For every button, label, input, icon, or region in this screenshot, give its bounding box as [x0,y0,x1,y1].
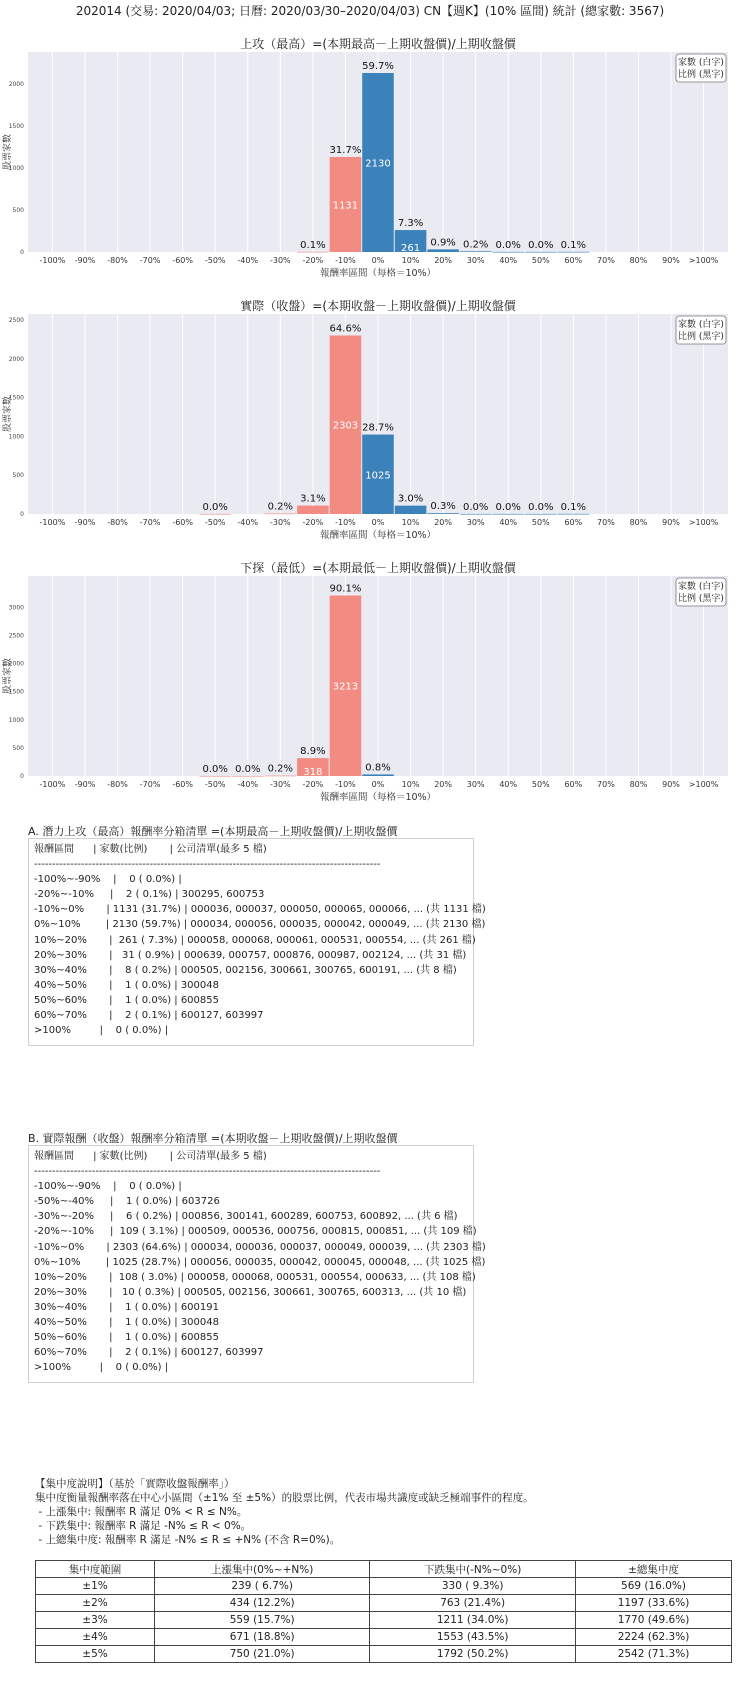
x-tick-label: -60% [172,518,193,527]
legend [676,578,726,606]
table-cell: ±4% [36,1629,155,1646]
x-tick-label: -90% [74,780,96,789]
bar-pct-label: 0.0% [528,501,554,513]
y-tick-label: 1500 [8,688,24,696]
x-tick-label: 80% [629,256,648,265]
x-tick-label: -20% [302,518,324,527]
bar-pct-label: 0.0% [528,239,554,251]
bar-pct-label: 0.2% [462,239,489,251]
bar [199,776,231,777]
bar-pct-label: 28.7% [362,422,394,434]
y-tick-label: 3000 [8,604,24,612]
y-tick-label: 500 [12,744,24,752]
legend-entry-ratio: 比例 (黑字) [678,594,724,604]
y-tick-label: 0 [20,511,24,518]
notes-heading: 【集中度說明】（基於「實際收盤報酬率」） [35,1478,235,1490]
list-line: -30%~-20% | 6 ( 0.2%) | 000856, 300141, 600289, 600753, 600892, ... (共 6 檔) [34,1211,458,1223]
x-tick-label: -10% [335,780,356,789]
chart-low [0,560,740,818]
x-tick-label: -20% [302,256,324,265]
chart-svg [0,36,740,294]
chart-high [0,36,740,294]
bar [558,514,590,515]
x-tick-label: 80% [629,780,648,789]
x-tick-label: 0% [371,256,385,265]
x-tick-label: 50% [531,518,550,527]
list-divider: ------------------------------------------------------------------------------------------------ [34,859,381,871]
x-tick-label: 60% [564,518,583,527]
x-tick-label: 30% [466,518,485,527]
bar [525,514,557,515]
bar-pct-label: 0.0% [235,763,261,775]
section-b-list [28,1145,486,1383]
x-axis-label: 報酬率區間（每格＝10%） [319,792,437,803]
table-row [36,1612,732,1629]
y-tick-label: 2500 [8,317,24,325]
x-tick-label: -70% [139,518,161,527]
legend [676,316,726,344]
bar-pct-label: 0.3% [430,501,456,513]
y-axis-label: 股票家數 [3,657,13,695]
x-tick-label: 0% [371,780,385,789]
x-tick-label: 90% [662,518,680,527]
x-tick-label: -10% [335,256,356,265]
bar [492,252,524,253]
chart-title: 下探（最低）=(本期最低－上期收盤價)/上期收盤價 [240,561,516,575]
x-tick-label: -70% [139,256,161,265]
section-a-list [28,838,486,1046]
list-line: -100%~-90% | 0 ( 0.0%) | [34,874,182,886]
x-tick-label: >100% [688,256,719,265]
legend-entry-count: 家數 (白字) [678,320,724,330]
x-tick-label: -40% [237,256,259,265]
table-cell: 750 (21.0%) [155,1646,370,1663]
table-cell: ±5% [36,1646,155,1663]
column-header: ±總集中度 [575,1561,731,1578]
x-tick-label: -10% [335,518,356,527]
x-tick-label: -80% [107,780,128,789]
list-line: 20%~30% | 31 ( 0.9%) | 000639, 000757, 000876, 000987, 002124, ... (共 31 檔) [34,949,467,961]
list-line: -100%~-90% | 0 ( 0.0%) | [34,1181,182,1193]
list-line: 30%~40% | 8 ( 0.2%) | 000505, 002156, 300661, 300765, 600191, ... (共 8 檔) [34,964,457,976]
x-tick-label: 60% [564,256,583,265]
x-tick-label: 70% [597,256,615,265]
table-cell: 1792 (50.2%) [370,1646,576,1663]
x-tick-label: -80% [107,256,128,265]
bar-pct-label: 0.8% [365,762,391,774]
chart-title: 實際（收盤）=(本期收盤－上期收盤價)/上期收盤價 [240,299,516,313]
bar-pct-label: 0.1% [560,501,587,513]
list-line: 10%~20% | 108 ( 3.0%) | 000058, 000068, 000531, 000554, 000633, ... (共 108 檔) [34,1271,476,1283]
bar-pct-label: 0.0% [202,501,228,513]
bar-pct-label: 0.0% [495,501,521,513]
table-row [36,1578,732,1595]
bar-pct-label: 0.2% [267,763,294,775]
x-tick-label: -90% [74,518,96,527]
x-tick-label: 30% [466,256,485,265]
bar [297,252,329,253]
y-tick-label: 2000 [8,80,24,88]
x-tick-label: 80% [629,518,648,527]
y-tick-label: 1000 [8,164,24,172]
list-line: 20%~30% | 10 ( 0.3%) | 000505, 002156, 300661, 300765, 600313, ... (共 10 檔) [34,1286,467,1298]
bar-pct-label: 31.7% [329,144,362,156]
x-tick-label: 50% [531,256,550,265]
chart-title: 上攻（最高）=(本期最高－上期收盤價)/上期收盤價 [240,37,516,51]
x-tick-label: 70% [597,780,615,789]
list-line: 50%~60% | 1 ( 0.0%) | 600855 [34,994,219,1006]
table-cell: ±2% [36,1595,155,1612]
y-tick-label: 500 [12,206,24,214]
table-cell: ±1% [36,1578,155,1595]
y-tick-label: 500 [12,472,24,480]
list-line: -10%~0% | 1131 (31.7%) | 000036, 000037, 000050, 000065, 000066, ... (共 1131 檔) [34,904,486,916]
bar-pct-label: 0.1% [560,239,587,251]
x-tick-label: -30% [269,256,291,265]
bar-count-label: 2130 [365,158,391,170]
x-tick-label: -100% [39,780,66,789]
x-tick-label: >100% [688,780,719,789]
bar-pct-label: 8.9% [300,746,326,758]
list-divider: ------------------------------------------------------------------------------------------------ [34,1166,381,1178]
list-line: 50%~60% | 1 ( 0.0%) | 600855 [34,1332,219,1344]
list-line: >100% | 0 ( 0.0%) | [34,1025,169,1037]
list-line: 報酬區間 | 家數(比例) | 公司清單(最多 5 檔) [34,844,267,855]
x-tick-label: -20% [302,780,324,789]
legend-entry-count: 家數 (白字) [678,58,724,68]
legend-entry-ratio: 比例 (黑字) [678,332,724,342]
bar [199,514,231,515]
bar-pct-label: 0.2% [267,501,294,513]
bar [362,774,394,776]
list-line: -20%~-10% | 109 ( 3.1%) | 000509, 000536, 000756, 000815, 000851, ... (共 109 檔) [34,1226,477,1238]
list-line: 0%~10% | 1025 (28.7%) | 000056, 000035, 000042, 000045, 000048, ... (共 1025 檔) [34,1256,486,1268]
notes-line: 集中度衡量報酬率落在中心小區間（±1% 至 ±5%）的股票比例，代表市場共識度或缺乏極端事件的程度。 [35,1492,534,1504]
bar-count-label: 1025 [365,470,391,482]
x-tick-label: 40% [499,256,518,265]
table-row [36,1595,732,1612]
x-tick-label: 20% [434,518,453,527]
y-tick-label: 1500 [8,122,24,130]
table-cell: 239 ( 6.7%) [155,1578,370,1595]
bar-pct-label: 0.9% [430,237,456,249]
column-header: 上漲集中(0%~+N%) [155,1561,370,1578]
column-header: 下跌集中(-N%~0%) [370,1561,576,1578]
page-title: 202014 (交易: 2020/04/03; 日曆: 2020/03/30–2020/04/03) CN【週K】(10% 區間) 統計 (總家數: 3567) [75,4,665,18]
x-tick-label: -100% [39,518,66,527]
bar [395,506,427,514]
concentration-notes [35,1477,534,1547]
list-line: -50%~-40% | 1 ( 0.0%) | 603726 [34,1196,220,1208]
x-tick-label: 10% [401,518,420,527]
bar [460,514,492,515]
table-row [36,1629,732,1646]
y-tick-label: 1000 [8,433,24,441]
bar-pct-label: 59.7% [362,61,394,73]
list-line: 40%~50% | 1 ( 0.0%) | 300048 [34,1317,219,1329]
table-cell: 2224 (62.3%) [575,1629,731,1646]
x-tick-label: -60% [172,256,193,265]
chart-svg [0,560,740,818]
table-row [36,1646,732,1663]
bar [427,513,459,514]
x-tick-label: 10% [401,256,420,265]
x-tick-label: 0% [371,518,385,527]
chart-svg [0,298,740,556]
y-tick-label: 1000 [8,716,24,724]
x-tick-label: 10% [401,780,420,789]
list-line: -20%~-10% | 2 ( 0.1%) | 300295, 600753 [34,889,265,901]
y-tick-label: 2500 [8,632,24,640]
x-tick-label: -30% [269,780,291,789]
x-tick-label: 20% [434,780,453,789]
x-axis-label: 報酬率區間（每格＝10%） [319,268,437,279]
table-cell: 559 (15.7%) [155,1612,370,1629]
bar [492,514,524,515]
x-tick-label: -40% [237,518,259,527]
bar-count-label: 261 [401,243,421,254]
notes-line: - 下跌集中: 報酬率 R 滿足 -N% ≤ R < 0%。 [35,1520,252,1532]
y-tick-label: 2000 [8,660,24,668]
y-axis-label: 股票家數 [3,395,13,433]
section-a-title: A. 潛力上攻（最高）報酬率分箱清單 =(本期最高－上期收盤價)/上期收盤價 [28,825,398,838]
concentration-table [35,1560,732,1663]
x-tick-label: -70% [139,780,161,789]
list-line: 報酬區間 | 家數(比例) | 公司清單(最多 5 檔) [34,1151,267,1162]
y-tick-label: 0 [20,773,24,780]
list-line: 40%~50% | 1 ( 0.0%) | 300048 [34,979,219,991]
bar [297,506,329,514]
table-cell: 671 (18.8%) [155,1629,370,1646]
table-cell: 1197 (33.6%) [575,1595,731,1612]
bar [558,252,590,253]
bar-pct-label: 3.0% [397,493,424,505]
x-tick-label: -60% [172,780,193,789]
bar-count-label: 1131 [332,200,359,212]
list-line: 10%~20% | 261 ( 7.3%) | 000058, 000068, 000061, 000531, 000554, ... (共 261 檔) [34,934,476,946]
y-tick-label: 1500 [8,394,24,402]
bar-count-label: 2303 [332,420,359,432]
x-tick-label: >100% [688,518,719,527]
bar [265,514,297,515]
bar-pct-label: 3.1% [300,493,326,505]
table-cell: 434 (12.2%) [155,1595,370,1612]
table-cell: ±3% [36,1612,155,1629]
x-tick-label: 90% [662,780,680,789]
y-tick-label: 0 [20,249,24,256]
x-axis-label: 報酬率區間（每格＝10%） [319,530,437,541]
bar [427,249,459,252]
bar [232,776,264,777]
column-header: 集中度範圍 [36,1561,155,1578]
bar-pct-label: 0.0% [462,501,489,513]
bar-count-label: 318 [303,767,323,778]
notes-line: - 上總集中度: 報酬率 R 滿足 -N% ≤ R ≤ +N% (不含 R=0%)。 [35,1534,341,1546]
table-cell: 330 ( 9.3%) [370,1578,576,1595]
table-header-row [36,1561,732,1578]
x-tick-label: -90% [74,256,96,265]
table-cell: 763 (21.4%) [370,1595,576,1612]
list-line: -10%~0% | 2303 (64.6%) | 000034, 000036, 000037, 000049, 000039, ... (共 2303 檔) [34,1241,486,1253]
bar-pct-label: 0.1% [300,239,326,251]
x-tick-label: -100% [39,256,66,265]
x-tick-label: -50% [204,780,226,789]
x-tick-label: -80% [107,518,128,527]
x-tick-label: -40% [237,780,259,789]
bar-pct-label: 64.6% [329,323,362,335]
x-tick-label: 40% [499,780,518,789]
legend-entry-count: 家數 (白字) [678,582,724,592]
legend-entry-ratio: 比例 (黑字) [678,70,724,80]
x-tick-label: 70% [597,518,615,527]
y-axis-label: 股票家數 [3,133,13,171]
bar-pct-label: 7.3% [397,218,424,230]
legend [676,54,726,82]
x-tick-label: 90% [662,256,680,265]
x-tick-label: -50% [204,518,226,527]
bar-pct-label: 0.0% [495,239,521,251]
table-cell: 1553 (43.5%) [370,1629,576,1646]
x-tick-label: 50% [531,780,550,789]
list-line: >100% | 0 ( 0.0%) | [34,1362,169,1374]
list-line: 60%~70% | 2 ( 0.1%) | 600127, 603997 [34,1010,264,1022]
list-line: 0%~10% | 2130 (59.7%) | 000034, 000056, 000035, 000042, 000049, ... (共 2130 檔) [34,919,486,931]
y-tick-label: 2000 [8,355,24,363]
table-cell: 1211 (34.0%) [370,1612,576,1629]
bar-count-label: 3213 [332,681,359,693]
table-cell: 569 (16.0%) [575,1578,731,1595]
bar [460,251,492,252]
bar [525,252,557,253]
table-cell: 2542 (71.3%) [575,1646,731,1663]
bar-pct-label: 90.1% [329,583,362,595]
x-tick-label: 20% [434,256,453,265]
list-line: 30%~40% | 1 ( 0.0%) | 600191 [34,1301,219,1313]
bar-pct-label: 0.0% [202,763,228,775]
table-cell: 1770 (49.6%) [575,1612,731,1629]
chart-close [0,298,740,556]
x-tick-label: 40% [499,518,518,527]
list-line: 60%~70% | 2 ( 0.1%) | 600127, 603997 [34,1347,264,1359]
x-tick-label: -30% [269,518,291,527]
x-tick-label: -50% [204,256,226,265]
bar [265,776,297,777]
section-b-title: B. 實際報酬（收盤）報酬率分箱清單 =(本期收盤－上期收盤價)/上期收盤價 [28,1132,398,1145]
x-tick-label: 60% [564,780,583,789]
notes-line: - 上漲集中: 報酬率 R 滿足 0% < R ≤ N%。 [35,1506,248,1518]
x-tick-label: 30% [466,780,485,789]
